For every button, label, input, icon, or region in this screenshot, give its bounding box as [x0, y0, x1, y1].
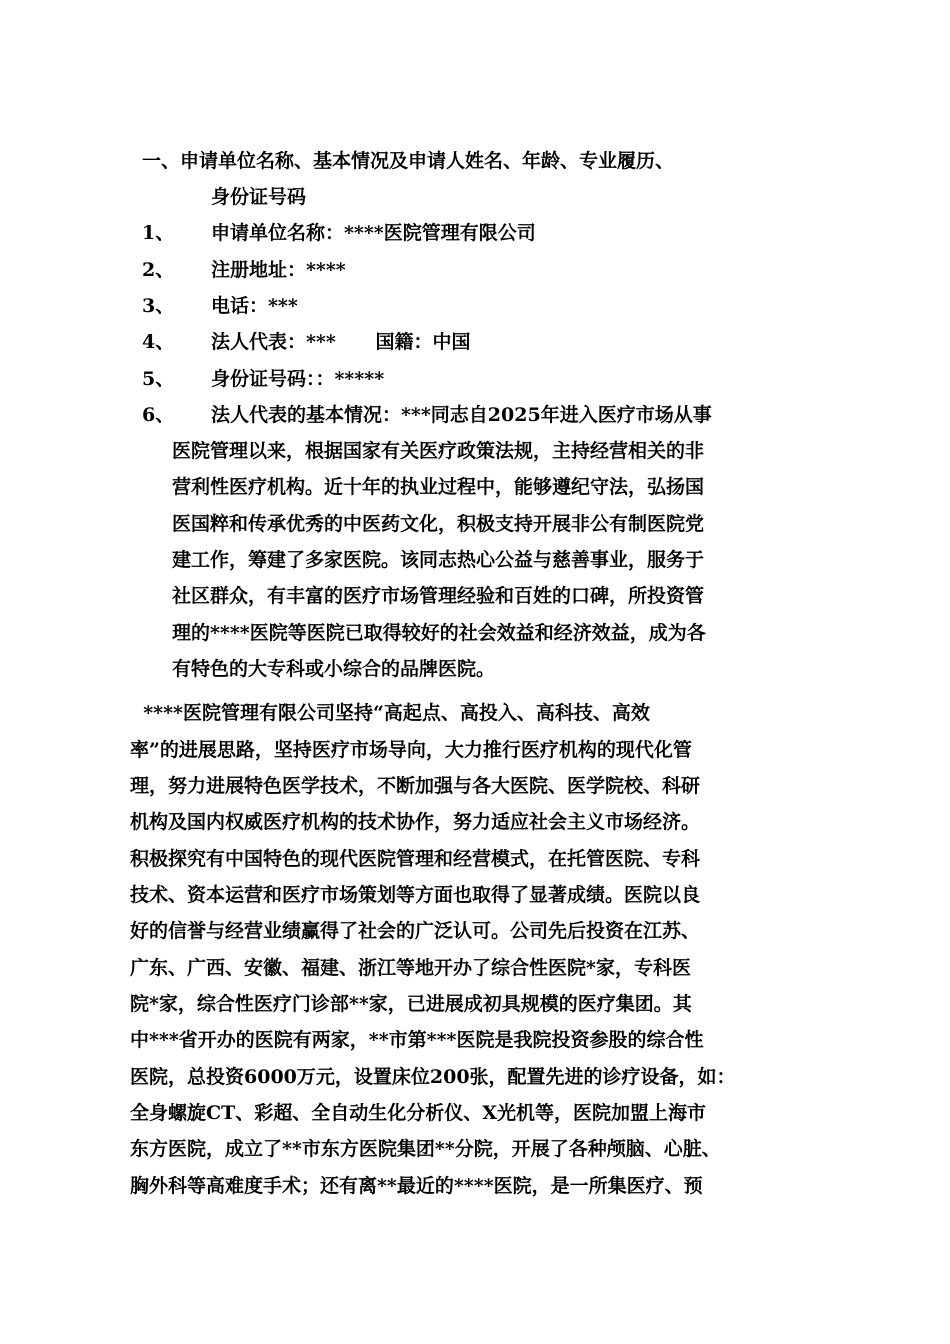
item-number: 5、	[142, 368, 175, 390]
paragraph-line: 全身螺旋CT、彩超、全自动生化分析仪、X光机等，医院加盟上海市	[130, 1102, 707, 1124]
list-item-6	[0, 397, 950, 433]
list-item-4	[0, 324, 950, 360]
section-heading-continued: 身份证号码	[211, 186, 307, 208]
phone: 电话：***	[211, 295, 298, 317]
paragraph-line: 好的信誉与经营业绩赢得了社会的广泛认可。公司先后投资在江苏、	[130, 920, 701, 942]
item-number: 3、	[142, 295, 175, 317]
paragraph-line: 理的****医院等医院已取得较好的社会效益和经济效益，成为各	[172, 622, 706, 644]
paragraph-line: 医院管理以来，根据国家有关医疗政策法规，主持经营相关的非	[172, 440, 705, 462]
item-number: 4、	[142, 331, 175, 353]
paragraph-line: 医国粹和传承优秀的中医药文化，积极支持开展非公有制医院党	[172, 513, 705, 535]
paragraph-line: 营利性医疗机构。近十年的执业过程中，能够遵纪守法，弘扬国	[172, 476, 705, 498]
item-number: 1、	[142, 222, 175, 244]
list-item-5	[0, 361, 950, 397]
list-item-3	[0, 288, 950, 324]
id-number: 身份证号码：：*****	[211, 368, 385, 390]
registered-address: 注册地址：****	[211, 259, 346, 281]
paragraph-line: 医院，总投资6000万元，设置床位200张，配置先进的诊疗设备，如：	[130, 1066, 736, 1088]
paragraph-line: 机构及国内权威医疗机构的技术协作，努力适应社会主义市场经济。	[130, 811, 701, 833]
item-number: 6、	[142, 404, 175, 426]
paragraph-line: 东方医院，成立了**市东方医院集团**分院，开展了各种颅脑、心脏、	[130, 1138, 721, 1160]
applicant-name: 申请单位名称：****医院管理有限公司	[211, 222, 536, 244]
list-item-2	[0, 252, 950, 288]
paragraph-line: 建工作，筹建了多家医院。该同志热心公益与慈善事业，服务于	[172, 549, 705, 571]
paragraph-line: 技术、资本运营和医疗市场策划等方面也取得了显著成绩。医院以良	[130, 884, 701, 906]
paragraph-line: 理，努力进展特色医学技术，不断加强与各大医院、医学院校、科研	[130, 775, 701, 797]
paragraph-line: 胸外科等高难度手术；还有离**最近的****医院，是一所集医疗、预	[130, 1175, 703, 1197]
paragraph-line: ****医院管理有限公司坚持“高起点、高投入、高科技、高效	[130, 702, 650, 724]
paragraph-line: 有特色的大专科或小综合的品牌医院。	[172, 658, 496, 680]
legal-representative: 法人代表：*** 国籍：中国	[211, 331, 471, 353]
item-number: 2、	[142, 259, 175, 281]
paragraph-line: 社区群众，有丰富的医疗市场管理经验和百姓的口碑，所投资管	[172, 585, 705, 607]
paragraph-line: 中***省开办的医院有两家，**市第***医院是我院投资参股的综合性	[130, 1029, 704, 1051]
section-heading: 一、申请单位名称、基本情况及申请人姓名、年龄、专业履历、	[142, 150, 675, 172]
representative-background: 法人代表的基本情况：***同志自2025年进入医疗市场从事	[211, 404, 712, 426]
paragraph-line: 广东、广西、安徽、福建、浙江等地开办了综合性医院*家，专科医	[130, 957, 691, 979]
paragraph-line: 院*家，综合性医疗门诊部**家，已进展成初具规模的医疗集团。其	[130, 993, 692, 1015]
paragraph-line: 率”的进展思路，坚持医疗市场导向，大力推行医疗机构的现代化管	[130, 739, 692, 761]
paragraph-line: 积极探究有中国特色的现代医院管理和经营模式，在托管医院、专科	[130, 848, 701, 870]
list-item-1	[0, 215, 950, 251]
